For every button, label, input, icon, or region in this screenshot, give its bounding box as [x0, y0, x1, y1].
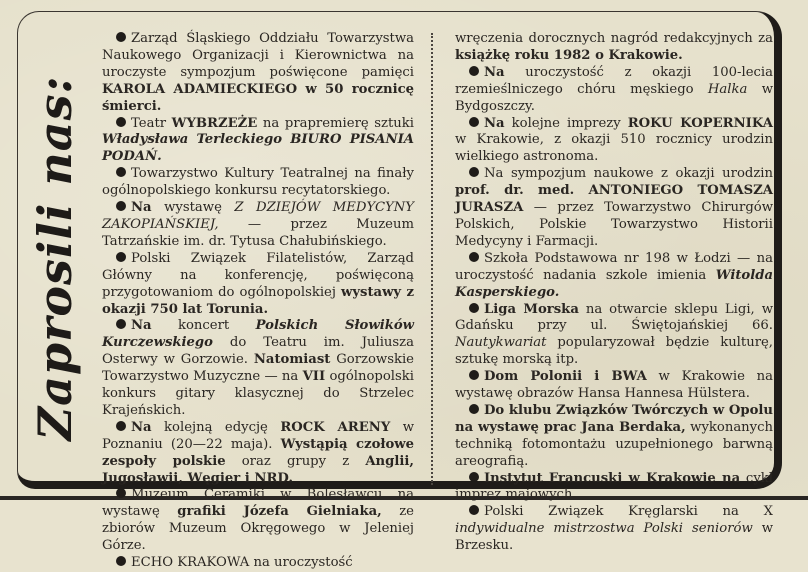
text-run: ze zbiorów Muzeum Okręgowego w Jeleniej Górze.: [102, 504, 414, 554]
text-run: Na: [484, 64, 505, 80]
text-run: w Brzesku.: [455, 521, 774, 554]
text-run: koncert: [151, 318, 256, 334]
article-heading: Zaprosili nas:: [28, 75, 82, 441]
text-run: Gorzowskie Towarzystwo Muzyczne — na: [102, 352, 414, 385]
text-run: w Krakowie na wystawę obrazów Hansa Hannesa Hülstera.: [455, 369, 773, 402]
bullet-icon: [469, 505, 479, 515]
text-run: książkę roku 1982 o Krakowie.: [455, 47, 683, 63]
bullet-icon: [116, 167, 126, 177]
text-run: prof. dr. med. ANTONIEGO TOMASZA JURASZA: [455, 183, 773, 216]
bullet-icon: [469, 472, 479, 482]
announcement-item: [455, 504, 773, 555]
text-run: Polski Związek Kręglarski na X: [484, 504, 773, 520]
bullet-icon: [469, 404, 479, 414]
bullet-icon: [116, 488, 126, 498]
text-run: Natomiast: [253, 352, 331, 368]
text-run: Anglii, Jugosławii, Węgier i NRD.: [102, 453, 414, 486]
text-run: ROKU KOPERNIKA: [627, 115, 773, 131]
text-run: Polskich Słowików Kurczewskiego: [102, 318, 414, 351]
announcement-item: [102, 487, 414, 555]
text-run: uroczystość z okazji 100-lecia rzemieślniczego chóru męskiego: [455, 64, 773, 97]
right-column: [455, 31, 773, 555]
text-run: Dom Polonii i BWA: [484, 369, 647, 385]
text-run: Polski Związek Filatelistów, Zarząd Główny na konferencję, poświęconą przygotowaniom do ogólnopolskiej: [102, 250, 414, 300]
bullet-icon: [469, 370, 479, 380]
text-run: Na sympozjum naukowe z okazji urodzin: [484, 166, 773, 182]
text-run: Z DZIEJÓW MEDYCYNY ZAKOPIAŃSKIEJ,: [102, 200, 414, 232]
text-run: na prapremierę sztuki: [257, 115, 414, 131]
announcement-item: [102, 318, 414, 419]
text-run: — przez Muzeum Tatrzańskie im. dr. Tytusa Chałubińskiego.: [102, 216, 414, 249]
announcement-item: [455, 251, 773, 302]
announcement-item: [455, 166, 773, 251]
text-run: Witolda Kasperskiego.: [455, 267, 773, 300]
text-run: ECHO KRAKOWA na uroczystość: [131, 555, 353, 571]
text-run: Instytut Francuski w Krakowie na: [484, 470, 741, 486]
announcement-item: [102, 166, 414, 200]
text-run: Muzeum Ceramiki w Bolesławcu na wystawę: [102, 487, 414, 520]
text-run: w Bydgoszczy.: [455, 81, 773, 114]
announcement-item: [102, 555, 414, 572]
text-run: indywidualne mistrzostwa Polski seniorów: [455, 521, 753, 537]
text-run: WYBRZEŻE: [171, 115, 258, 131]
announcement-item: [455, 403, 773, 471]
text-run: ROCK ARENY: [280, 419, 391, 435]
bullet-icon: [116, 201, 126, 211]
bullet-icon: [116, 556, 126, 566]
announcement-item: [102, 31, 414, 116]
text-run: Towarzystwo Kultury Teatralnej na finały ogólnopolskiego konkursu recytatorskiego.: [102, 166, 414, 199]
text-run: popularyzował będzie kulturę, sztukę morską itp.: [455, 335, 773, 368]
text-run: Władysława Terleckiego BIURO PISANIA PODAŃ.: [102, 132, 414, 165]
bullet-icon: [469, 66, 479, 76]
text-run: ogólnopolski konkurs gitary klasycznej do Strzelec Krajeńskich.: [102, 369, 414, 418]
text-run: Na: [131, 419, 152, 435]
announcement-item: [455, 302, 773, 370]
bullet-icon: [116, 319, 126, 329]
text-run: grafiki Józefa Gielniaka,: [177, 504, 382, 520]
text-run: kolejną edycję: [151, 419, 281, 435]
announcement-item: [102, 116, 414, 167]
column-divider: [431, 33, 433, 485]
bullet-icon: [469, 303, 479, 313]
announcement-item: [102, 200, 414, 251]
text-run: w Krakowie, z okazji 510 rocznicy urodzin wielkiego astronoma.: [455, 132, 773, 165]
text-run: wystawy z okazji 750 lat Torunia.: [102, 284, 415, 317]
announcement-item: [455, 31, 773, 65]
text-run: oraz grupy z: [225, 453, 366, 469]
text-run: KAROLA ADAMIECKIEGO w 50 rocznicę śmierci.: [102, 81, 414, 114]
text-run: Do klubu Związków Twórczych w Opolu na wystawę prac Jana Berdaka,: [455, 402, 773, 435]
text-run: Na: [484, 115, 505, 131]
text-run: — przez Towarzystwo Chirurgów Polskich, Polskie Towarzystwo Historii Medycyny i Farmacji.: [455, 200, 773, 249]
text-run: Liga Morska: [484, 301, 579, 317]
text-run: Szkoła Podstawowa nr 198 w Łodzi — na uroczystość nadania szkole imienia: [455, 250, 773, 283]
text-run: na otwarcie sklepu Ligi, w Gdańsku przy ul. Świętojańskiej 66.: [455, 301, 774, 334]
bullet-icon: [116, 32, 126, 42]
text-run: VII: [302, 369, 326, 385]
bullet-icon: [469, 117, 479, 127]
text-run: do Teatru im. Juliusza Osterwy w Gorzowie.: [102, 335, 414, 368]
announcement-item: [455, 471, 773, 505]
text-run: w Poznaniu (20—22 maja).: [102, 419, 415, 452]
bullet-icon: [116, 117, 126, 127]
bullet-icon: [116, 252, 126, 262]
bullet-icon: [116, 421, 126, 431]
bullet-icon: [469, 167, 479, 177]
text-run: Na: [131, 318, 152, 334]
announcement-item: [102, 420, 414, 488]
text-run: Halka: [707, 81, 748, 97]
text-run: cykl imprez majowych.: [455, 470, 773, 503]
announcement-item: [455, 65, 773, 116]
left-column: [102, 31, 414, 572]
text-run: Nautykwariat: [455, 335, 547, 351]
text-run: wręczenia dorocznych nagród redakcyjnych za: [455, 31, 773, 46]
text-run: Teatr: [131, 115, 172, 131]
text-run: wystawę: [151, 200, 235, 216]
text-run: wykonanych techniką fotomontażu uzupełnionego barwną areografią.: [455, 419, 774, 469]
announcement-item: [455, 369, 773, 403]
text-run: Na: [131, 200, 152, 216]
announcement-item: [455, 116, 773, 167]
text-run: Zarząd Śląskiego Oddziału Towarzystwa Naukowego Organizacji i Kierownictwa na uroczyste sympozjum poświęcone pamięci: [102, 31, 414, 80]
announcement-item: [102, 251, 414, 319]
text-run: Wystąpią czołowe zespoły polskie: [102, 436, 414, 469]
bullet-icon: [469, 252, 479, 262]
text-run: kolejne imprezy: [504, 115, 628, 131]
